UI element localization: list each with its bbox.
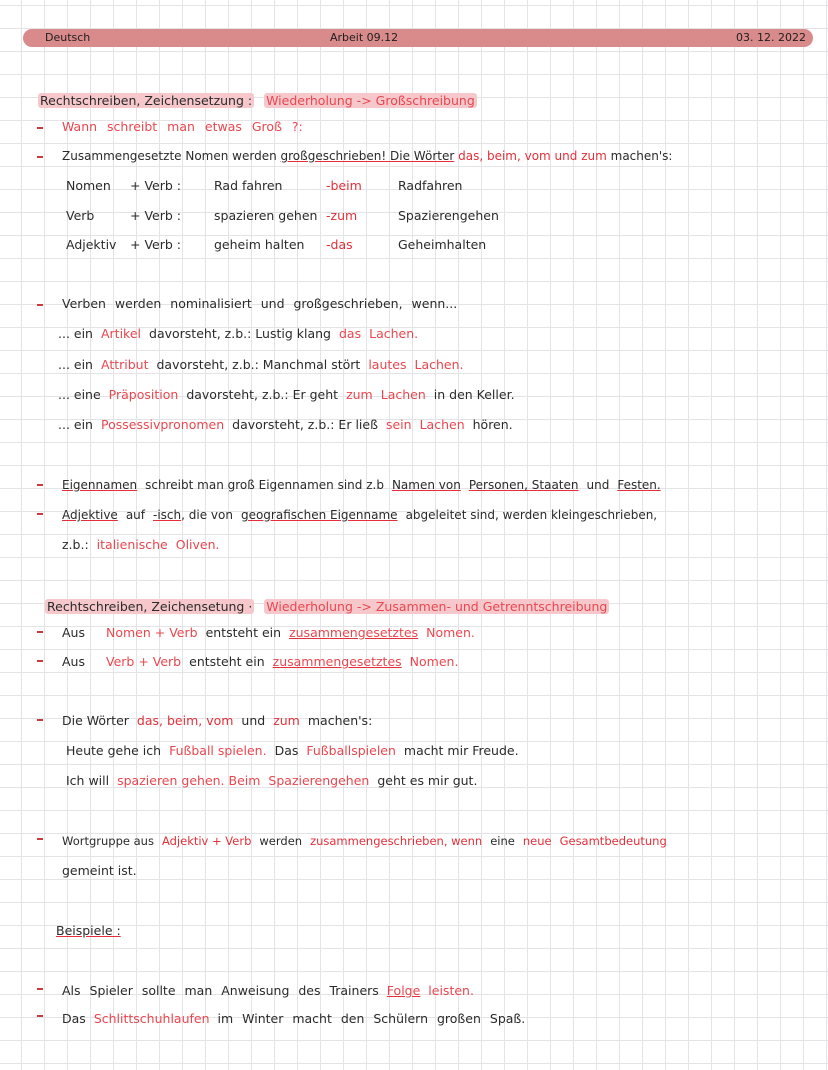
bullet-dash [37,838,43,840]
example-row-1: Nomen + Verb : Rad fahren -beim Radfahren [66,178,463,193]
example-football: Heute gehe ich Fußball spielen. Das Fußballspielen macht mir Freude. [66,743,519,758]
section1-heading: Rechtschreiben, Zeichensetzung : Wiederholung -> Großschreibung [40,93,475,108]
bullet-dash [37,513,43,515]
bullet-dash [37,304,43,306]
bullet-dash [37,127,43,129]
nominal-rule-3: ... eine Präposition davorsteht, z.b.: Er geht zum Lachen in den Keller. [58,387,515,402]
bullet-dash [37,719,43,721]
adjectives-line: Adjektive auf -isch, die von geografischen Eigenname abgeleitet sind, werden kleingeschrieben, [62,508,658,522]
bullet-dash [37,631,43,633]
word-group-line-2: gemeint ist. [62,863,137,878]
example-row-3: Adjektiv + Verb : geheim halten -das Geheimhalten [66,237,487,252]
adjective-example: z.b.: italienische Oliven. [62,537,220,552]
header-bar [23,29,813,47]
nominal-rule-1: ... ein Artikel davorsteht, z.b.: Lustig klang das Lachen. [58,326,419,341]
subject-label: Deutsch [45,31,91,44]
compound-rule-2: Aus Verb + Verb entsteht ein zusammengesetztes Nomen. [62,654,459,669]
bullet-dash [37,660,43,662]
example-walking: Ich will spazieren gehen. Beim Spazierengehen geht es mir gut. [66,773,478,788]
bullet-dash [37,1015,43,1017]
date-label: 03. 12. 2022 [736,31,806,44]
bullet-dash [37,484,43,486]
section2-heading: Rechtschreiben, Zeichensetung · Wiederholung -> Zusammen- und Getrenntschreibung [47,599,608,614]
compound-rule-1: Aus Nomen + Verb entsteht ein zusammengesetztes Nomen. [62,625,475,640]
example-row-2: Verb + Verb : spazieren gehen -zum Spazierengehen [66,208,499,223]
examples-heading: Beispiele : [56,923,121,938]
compound-nouns-line: Zusammengesetzte Nomen werden großgeschrieben! Die Wörter das, beim, vom und zum machen's: [62,149,673,163]
page-title: Arbeit 09.12 [330,31,399,44]
verbs-line: Verben werden nominalisiert und großgeschrieben, wenn... [62,296,458,311]
question-line: Wann schreibt man etwas Groß ?: [62,119,303,134]
bullet-dash [37,156,43,158]
bullet-dash [37,988,43,990]
words-line: Die Wörter das, beim, vom und zum machen's: [62,713,373,728]
word-group-line: Wortgruppe aus Adjektiv + Verb werden zusammengeschrieben, wenn eine neue Gesamtbedeutung [62,834,667,848]
nominal-rule-2: ... ein Attribut davorsteht, z.b.: Manchmal stört lautes Lachen. [58,357,464,372]
example-skating: Das Schlittschuhlaufen im Winter macht den Schülern großen Spaß. [62,1011,526,1026]
proper-names-line: Eigennamen schreibt man groß Eigennamen sind z.b Namen von Personen, Staaten und Festen. [62,478,661,492]
example-player: Als Spieler sollte man Anweisung des Trainers Folge leisten. [62,983,474,998]
nominal-rule-4: ... ein Possessivpronomen davorsteht, z.b.: Er ließ sein Lachen hören. [58,417,513,432]
